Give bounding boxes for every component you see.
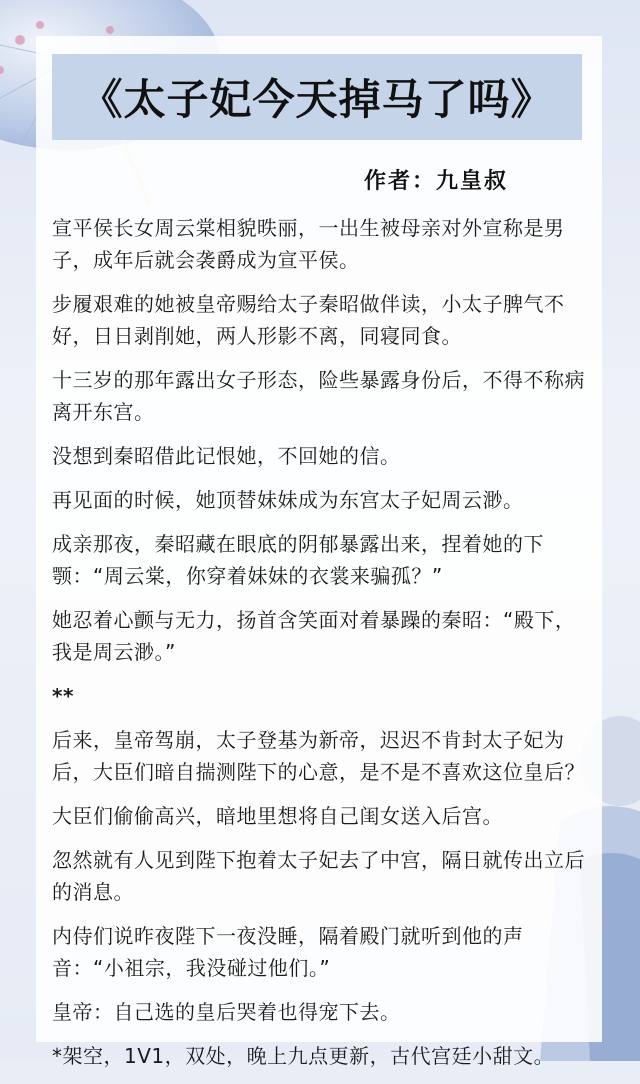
paragraph: 成亲那夜，秦昭藏在眼底的阴郁暴露出来，捏着她的下颚：“周云棠，你穿着妹妹的衣裳来骗孤？” (52, 532, 544, 588)
paragraph: 后来，皇帝驾崩，太子登基为新帝，迟迟不肯封太子妃为后，大臣们暗自揣测陛下的心意，是不是不喜欢这位皇后？ (52, 728, 585, 784)
footnote: *架空，1V1，双处，晚上九点更新，古代宫廷小甜文。 (52, 1044, 555, 1068)
author-line: 作者：九皇叔 (363, 169, 508, 194)
paragraph: 内侍们说昨夜陛下一夜没睡，隔着殿门就听到他的声音：“小祖宗，我没碰过他们。” (52, 924, 524, 980)
paragraph: 她忍着心颤与无力，扬首含笑面对着暴躁的秦昭：“殿下，我是周云渺。” (52, 608, 576, 664)
paragraph: 步履艰难的她被皇帝赐给太子秦昭做伴读，小太子脾气不好，日日剥削她，两人形影不离，同寝同食。 (52, 292, 565, 348)
paragraph: 再见面的时候，她顶替妹妹成为东宫太子妃周云渺。 (52, 488, 524, 512)
paragraph: 大臣们偷偷高兴，暗地里想将自己闺女送入后宫。 (52, 804, 503, 828)
paragraph: 十三岁的那年露出女子形态，险些暴露身份后，不得不称病离开东宫。 (52, 368, 585, 424)
title-banner (52, 54, 582, 140)
section-separator: ** (52, 684, 74, 708)
paragraph: 宣平侯长女周云棠相貌昳丽，一出生被母亲对外宣称是男子，成年后就会袭爵成为宣平侯。 (52, 216, 565, 272)
paragraph: 没想到秦昭借此记恨她，不回她的信。 (52, 444, 401, 468)
book-title: 《太子妃今天掉马了吗》 (80, 75, 554, 124)
paragraph: 皇帝：自己选的皇后哭着也得宠下去。 (52, 1000, 401, 1024)
synopsis (52, 212, 592, 1084)
paragraph: 忽然就有人见到陛下抱着太子妃去了中宫，隔日就传出立后的消息。 (52, 848, 585, 904)
